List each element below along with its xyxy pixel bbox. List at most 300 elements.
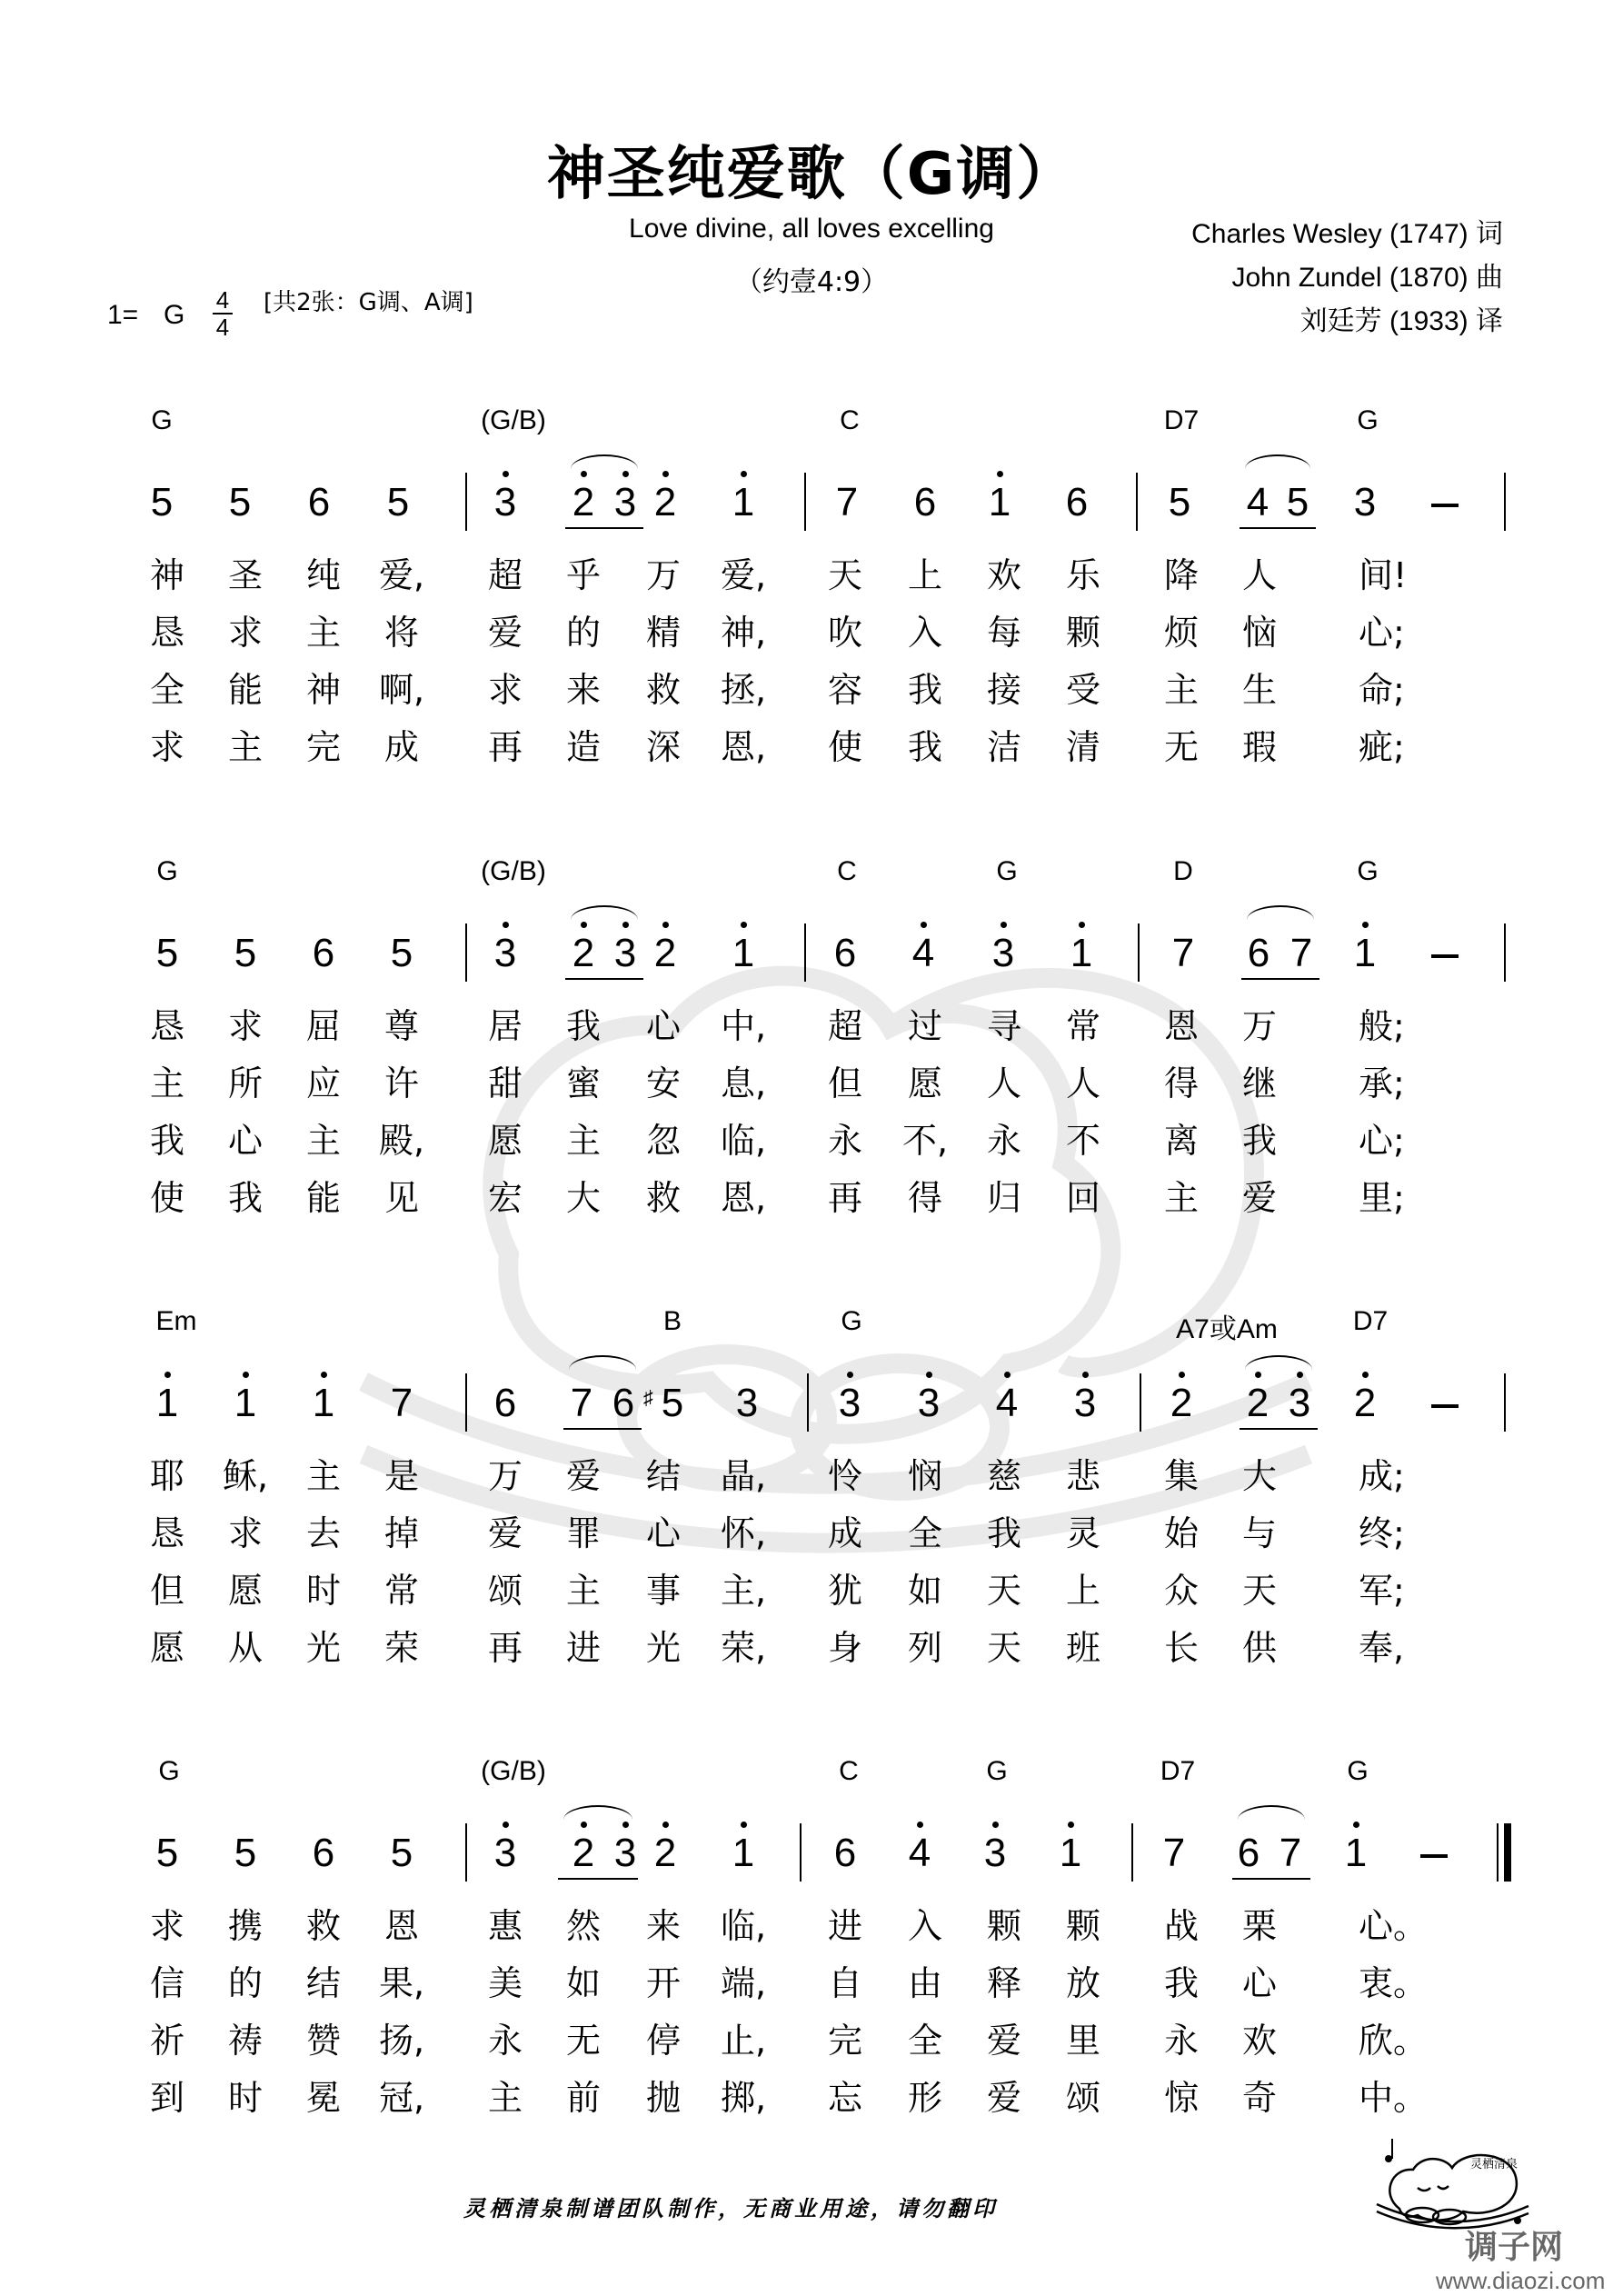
chord-symbol: B bbox=[662, 1306, 682, 1336]
chord-symbol: D bbox=[1173, 856, 1193, 886]
lyric-char: 到 bbox=[149, 2078, 184, 2118]
lyric-char: 人 bbox=[986, 1063, 1021, 1103]
jianpu-note bbox=[1347, 1381, 1383, 1426]
footer-note: 灵栖清泉制谱团队制作，无商业用途，请勿翻印 bbox=[463, 2195, 998, 2221]
note-digit: 4 bbox=[911, 931, 935, 975]
jianpu-note bbox=[725, 480, 762, 525]
lyric-char: 恼 bbox=[1241, 613, 1277, 653]
slur-icon bbox=[1247, 905, 1314, 920]
site-name: 调子网 bbox=[1465, 2229, 1564, 2266]
high-octave-dot-icon bbox=[662, 471, 669, 477]
lyric-char: 降 bbox=[1163, 555, 1199, 595]
lyric-char: 成; bbox=[1359, 1456, 1405, 1496]
chord-symbol: A7或Am bbox=[1176, 1314, 1278, 1344]
high-octave-dot-icon bbox=[1004, 1372, 1011, 1378]
note-digit: 1 bbox=[312, 1381, 335, 1425]
lyric-char: 进 bbox=[827, 1906, 862, 1946]
jianpu-note bbox=[305, 931, 342, 976]
lyric-char: 惠 bbox=[487, 1906, 523, 1946]
lyric-char: 上 bbox=[1065, 1571, 1100, 1611]
note-digit: 3 bbox=[838, 1381, 861, 1425]
lyric-char: 回 bbox=[1065, 1178, 1100, 1218]
sustain-dash bbox=[1431, 504, 1459, 507]
note-digit: 2 bbox=[1353, 1381, 1377, 1425]
note-digit: 7 bbox=[1279, 1831, 1302, 1875]
lyric-char: 端, bbox=[721, 1963, 767, 2003]
lyric-char: 忽 bbox=[645, 1121, 681, 1161]
note-digit: 6 bbox=[1065, 480, 1089, 524]
lyric-char: 疵; bbox=[1359, 727, 1405, 767]
lyric-char: 清 bbox=[1065, 727, 1100, 767]
lyric-char: 恳 bbox=[149, 613, 184, 653]
chord-symbol: G bbox=[1357, 856, 1379, 886]
note-digit: 1 bbox=[1353, 931, 1377, 975]
end-barline bbox=[1504, 1373, 1506, 1432]
lyric-char: 蜜 bbox=[565, 1063, 601, 1103]
note-digit: 5 bbox=[155, 1831, 179, 1875]
lyric-char: 我 bbox=[565, 1006, 601, 1046]
lyric-char: 欢 bbox=[986, 555, 1021, 595]
high-octave-dot-icon bbox=[926, 1372, 932, 1378]
lyric-char: 罪 bbox=[565, 1513, 601, 1553]
slur-icon bbox=[569, 1355, 636, 1370]
lyric-char: 人 bbox=[1065, 1063, 1100, 1103]
lyric-char: 是 bbox=[383, 1456, 419, 1496]
site-url: www.diaozi.com bbox=[1436, 2267, 1606, 2294]
note-digit: 2 bbox=[653, 480, 677, 524]
note-digit: 4 bbox=[1246, 480, 1270, 524]
note-digit: 5 bbox=[1286, 480, 1309, 524]
note-digit: 7 bbox=[570, 1381, 593, 1425]
lyric-char: 精 bbox=[645, 613, 681, 653]
lyric-char: 荣 bbox=[383, 1628, 419, 1668]
note-digit: 5 bbox=[390, 1831, 413, 1875]
lyric-char: 里; bbox=[1359, 1178, 1405, 1218]
high-octave-dot-icon bbox=[622, 922, 629, 928]
lyric-char: 的 bbox=[227, 1963, 263, 2003]
note-digit: 7 bbox=[1289, 931, 1313, 975]
eighth-note-beam bbox=[563, 1428, 642, 1430]
high-octave-dot-icon bbox=[921, 922, 927, 928]
lyric-char: 永 bbox=[487, 2021, 523, 2061]
note-digit: 6 bbox=[307, 480, 331, 524]
lyric-char: 主 bbox=[1163, 1178, 1199, 1218]
jianpu-note bbox=[1283, 931, 1319, 976]
lyric-char: 乐 bbox=[1065, 555, 1100, 595]
barline bbox=[804, 923, 806, 982]
jianpu-note bbox=[647, 931, 683, 976]
jianpu-note bbox=[1163, 1381, 1200, 1426]
lyric-char: 圣 bbox=[227, 555, 263, 595]
lyric-char: 衷。 bbox=[1359, 1963, 1429, 2003]
lingqi-qingquan-logo-icon bbox=[1372, 2131, 1531, 2231]
lyric-char: 万 bbox=[645, 555, 681, 595]
note-digit: 6 bbox=[833, 1831, 857, 1875]
note-digit: 5 bbox=[228, 480, 252, 524]
lyric-char: 主 bbox=[149, 1063, 184, 1103]
lyric-char: 掉 bbox=[383, 1513, 419, 1553]
lyric-char: 集 bbox=[1163, 1456, 1199, 1496]
end-barline bbox=[1497, 1823, 1499, 1882]
note-digit: 1 bbox=[1070, 931, 1093, 975]
jianpu-note bbox=[647, 1831, 683, 1876]
lyric-char: 爱 bbox=[487, 613, 523, 653]
jianpu-note bbox=[989, 1381, 1025, 1426]
lyric-char: 般; bbox=[1359, 1006, 1405, 1046]
lyric-char: 主 bbox=[305, 1456, 341, 1496]
lyric-char: 冠, bbox=[379, 2078, 425, 2118]
lyric-char: 许 bbox=[383, 1063, 419, 1103]
note-digit: 6 bbox=[913, 480, 937, 524]
chord-symbol: G bbox=[841, 1306, 862, 1336]
eighth-note-beam bbox=[558, 1878, 638, 1880]
lyric-char: 求 bbox=[227, 613, 263, 653]
lyricist-credit: Charles Wesley (1747) 词 bbox=[1191, 219, 1503, 249]
lyric-char: 停 bbox=[645, 2021, 681, 2061]
lyric-char: 无 bbox=[1163, 727, 1199, 767]
jianpu-note bbox=[301, 480, 337, 525]
lyric-char: 众 bbox=[1163, 1571, 1199, 1611]
lyric-char: 洁 bbox=[986, 727, 1021, 767]
jianpu-note bbox=[647, 480, 683, 525]
lyric-char: 超 bbox=[487, 555, 523, 595]
lyric-char: 抛 bbox=[645, 2078, 681, 2118]
chord-symbol: (G/B) bbox=[481, 856, 546, 886]
jianpu-note bbox=[725, 931, 762, 976]
chord-symbol: C bbox=[837, 856, 857, 886]
lyric-char: 长 bbox=[1163, 1628, 1199, 1668]
note-digit: 1 bbox=[732, 931, 755, 975]
jianpu-note bbox=[1347, 931, 1383, 976]
lyric-char: 容 bbox=[827, 670, 862, 710]
jianpu-note bbox=[1067, 1381, 1103, 1426]
lyric-char: 神 bbox=[149, 555, 184, 595]
note-digit: 5 bbox=[1168, 480, 1191, 524]
lyric-char: 所 bbox=[227, 1063, 263, 1103]
lyric-char: 烦 bbox=[1163, 613, 1199, 653]
note-digit: 1 bbox=[234, 1381, 257, 1425]
lyric-char: 我 bbox=[1241, 1121, 1277, 1161]
jianpu-note bbox=[305, 1381, 342, 1426]
lyric-char: 吹 bbox=[827, 613, 862, 653]
lyric-char: 见 bbox=[383, 1178, 419, 1218]
lyric-char: 安 bbox=[645, 1063, 681, 1103]
jianpu-note bbox=[827, 1831, 863, 1876]
lyric-char: 去 bbox=[305, 1513, 341, 1553]
note-digit: 7 bbox=[1171, 931, 1195, 975]
lyric-char: 主 bbox=[487, 2078, 523, 2118]
high-octave-dot-icon bbox=[1255, 1372, 1261, 1378]
chord-symbol: G bbox=[158, 1756, 180, 1786]
jianpu-note bbox=[1240, 1381, 1276, 1426]
end-barline bbox=[1504, 923, 1506, 982]
jianpu-note bbox=[1347, 480, 1383, 525]
lyric-char: 成 bbox=[383, 727, 419, 767]
jianpu-note bbox=[607, 480, 643, 525]
jianpu-note bbox=[565, 931, 602, 976]
note-digit: 3 bbox=[493, 480, 517, 524]
lyric-char: 如 bbox=[565, 1963, 601, 2003]
jianpu-note bbox=[1240, 480, 1276, 525]
high-octave-dot-icon bbox=[992, 1822, 999, 1828]
lyric-char: 屈 bbox=[305, 1006, 341, 1046]
lyric-char: 不 bbox=[1065, 1121, 1100, 1161]
lyric-char: 使 bbox=[827, 727, 862, 767]
lyric-char: 乎 bbox=[565, 555, 601, 595]
note-digit: 2 bbox=[653, 1831, 677, 1875]
note-digit: 3 bbox=[613, 931, 637, 975]
lyric-char: 稣, bbox=[223, 1456, 269, 1496]
barline bbox=[807, 1373, 809, 1432]
lyric-char: 每 bbox=[986, 613, 1021, 653]
key-label: 1= bbox=[107, 300, 139, 330]
note-digit: 2 bbox=[1170, 1381, 1193, 1425]
lyric-char: 常 bbox=[1065, 1006, 1100, 1046]
barline bbox=[465, 473, 467, 531]
note-digit: 5 bbox=[661, 1381, 684, 1425]
composer-credit: John Zundel (1870) 曲 bbox=[1231, 263, 1503, 293]
jianpu-note bbox=[149, 1381, 185, 1426]
jianpu-note bbox=[1165, 931, 1201, 976]
lyric-char: 救 bbox=[645, 670, 681, 710]
lyric-char: 里 bbox=[1065, 2021, 1100, 2061]
note-digit: 5 bbox=[234, 931, 257, 975]
high-octave-dot-icon bbox=[1362, 922, 1369, 928]
final-barline bbox=[1504, 1823, 1511, 1882]
lyric-char: 拯, bbox=[721, 670, 767, 710]
jianpu-note bbox=[227, 1831, 264, 1876]
barline bbox=[1131, 1823, 1133, 1882]
high-octave-dot-icon bbox=[741, 471, 747, 477]
lyric-char: 事 bbox=[645, 1571, 681, 1611]
lyric-char: 然 bbox=[565, 1906, 601, 1946]
jianpu-note bbox=[222, 480, 258, 525]
eighth-note-beam bbox=[1241, 978, 1319, 980]
high-octave-dot-icon bbox=[662, 1822, 669, 1828]
lyric-char: 愿 bbox=[487, 1121, 523, 1161]
note-digit: 3 bbox=[613, 480, 637, 524]
lyric-char: 爱, bbox=[721, 555, 767, 595]
lyric-char: 再 bbox=[487, 727, 523, 767]
jianpu-note bbox=[643, 1381, 691, 1426]
note-digit: 3 bbox=[917, 1381, 941, 1425]
key-value: G bbox=[164, 300, 185, 330]
lyric-char: 奉, bbox=[1359, 1628, 1405, 1668]
time-signature-top: 4 bbox=[215, 286, 230, 314]
lyric-char: 掷, bbox=[721, 2078, 767, 2118]
note-digit: 6 bbox=[833, 931, 857, 975]
jianpu-note bbox=[380, 480, 416, 525]
note-digit: 7 bbox=[1162, 1831, 1186, 1875]
scripture-reference: （约壹4:9） bbox=[734, 266, 889, 298]
lyric-char: 大 bbox=[1241, 1456, 1277, 1496]
note-digit: 4 bbox=[908, 1831, 931, 1875]
lyric-char: 爱 bbox=[487, 1513, 523, 1553]
lyric-char: 求 bbox=[227, 1513, 263, 1553]
lyric-char: 继 bbox=[1241, 1063, 1277, 1103]
lyric-char: 心; bbox=[1359, 1121, 1405, 1161]
lyric-char: 爱 bbox=[986, 2078, 1021, 2118]
chord-symbol: D7 bbox=[1160, 1756, 1196, 1786]
lyric-char: 大 bbox=[565, 1178, 601, 1218]
lyric-char: 来 bbox=[565, 670, 601, 710]
lyric-char: 结 bbox=[305, 1963, 341, 2003]
note-digit: 1 bbox=[988, 480, 1011, 524]
lyric-char: 忘 bbox=[827, 2078, 862, 2118]
jianpu-note bbox=[227, 931, 264, 976]
lyric-char: 使 bbox=[149, 1178, 184, 1218]
jianpu-note bbox=[227, 1381, 264, 1426]
lyric-char: 天 bbox=[986, 1628, 1021, 1668]
high-octave-dot-icon bbox=[581, 471, 587, 477]
lyric-char: 放 bbox=[1065, 1963, 1100, 2003]
lyric-char: 求 bbox=[149, 1906, 184, 1946]
jianpu-note bbox=[383, 931, 420, 976]
lyric-char: 我 bbox=[907, 670, 942, 710]
lyric-char: 惊 bbox=[1163, 2078, 1199, 2118]
chord-symbol: G bbox=[1357, 405, 1379, 435]
lyric-char: 天 bbox=[827, 555, 862, 595]
lyric-char: 寻 bbox=[986, 1006, 1021, 1046]
lyric-char: 中。 bbox=[1359, 2078, 1429, 2118]
lyric-char: 但 bbox=[149, 1571, 184, 1611]
lyric-char: 形 bbox=[907, 2078, 942, 2118]
barline bbox=[1140, 1373, 1141, 1432]
lyric-char: 愿 bbox=[227, 1571, 263, 1611]
lyric-char: 始 bbox=[1163, 1513, 1199, 1553]
note-digit: 3 bbox=[991, 931, 1015, 975]
high-octave-dot-icon bbox=[1297, 1372, 1303, 1378]
lyric-char: 恩, bbox=[721, 727, 767, 767]
jianpu-note bbox=[911, 1381, 947, 1426]
lyric-char: 将 bbox=[383, 613, 419, 653]
high-octave-dot-icon bbox=[243, 1372, 249, 1378]
jianpu-note bbox=[487, 1831, 523, 1876]
eighth-note-beam bbox=[1240, 527, 1316, 529]
lyric-char: 慈 bbox=[986, 1456, 1021, 1496]
lyric-char: 再 bbox=[827, 1178, 862, 1218]
lyric-char: 释 bbox=[986, 1963, 1021, 2003]
chord-symbol: G bbox=[986, 1756, 1008, 1786]
lyric-char: 天 bbox=[1241, 1571, 1277, 1611]
jianpu-note bbox=[565, 480, 602, 525]
note-digit: 3 bbox=[735, 1381, 759, 1425]
lyric-char: 终; bbox=[1359, 1513, 1405, 1553]
note-digit: 3 bbox=[613, 1831, 637, 1875]
chord-symbol: C bbox=[840, 405, 860, 435]
lyric-char: 颗 bbox=[1065, 1906, 1100, 1946]
note-digit: 6 bbox=[493, 1381, 517, 1425]
note-digit: 7 bbox=[390, 1381, 413, 1425]
chord-symbol: G bbox=[156, 856, 178, 886]
lyric-char: 生 bbox=[1241, 670, 1277, 710]
note-digit: 5 bbox=[155, 931, 179, 975]
lyric-char: 我 bbox=[227, 1178, 263, 1218]
lyric-char: 救 bbox=[645, 1178, 681, 1218]
high-octave-dot-icon bbox=[847, 1372, 853, 1378]
lyric-char: 来 bbox=[645, 1906, 681, 1946]
lyric-char: 再 bbox=[487, 1628, 523, 1668]
lyric-char: 永 bbox=[1163, 2021, 1199, 2061]
lyric-char: 但 bbox=[827, 1063, 862, 1103]
lyric-char: 深 bbox=[645, 727, 681, 767]
jianpu-note bbox=[565, 1831, 602, 1876]
lyric-char: 离 bbox=[1163, 1121, 1199, 1161]
lyric-char: 时 bbox=[305, 1571, 341, 1611]
note-digit: 3 bbox=[1353, 480, 1377, 524]
lyric-char: 开 bbox=[645, 1963, 681, 2003]
end-barline bbox=[1504, 473, 1506, 531]
lyric-char: 过 bbox=[907, 1006, 942, 1046]
time-signature bbox=[211, 287, 234, 340]
lyric-char: 信 bbox=[149, 1963, 184, 2003]
lyric-char: 无 bbox=[565, 2021, 601, 2061]
jianpu-note bbox=[977, 1831, 1013, 1876]
lyric-char: 主 bbox=[305, 613, 341, 653]
lyric-char: 上 bbox=[907, 555, 942, 595]
lyric-char: 悯 bbox=[907, 1456, 942, 1496]
lyric-char: 心 bbox=[645, 1006, 681, 1046]
lyric-char: 万 bbox=[1241, 1006, 1277, 1046]
note-digit: 4 bbox=[995, 1381, 1019, 1425]
lyric-char: 接 bbox=[986, 670, 1021, 710]
high-octave-dot-icon bbox=[662, 922, 669, 928]
note-digit: 3 bbox=[493, 931, 517, 975]
barline bbox=[465, 923, 467, 982]
lyric-char: 军; bbox=[1359, 1571, 1405, 1611]
note-digit: 1 bbox=[1344, 1831, 1368, 1875]
jianpu-note bbox=[605, 1381, 642, 1426]
lyric-char: 纯 bbox=[305, 555, 341, 595]
high-octave-dot-icon bbox=[1001, 922, 1007, 928]
chord-symbol: (G/B) bbox=[481, 1756, 546, 1786]
lyric-char: 入 bbox=[907, 1906, 942, 1946]
lyric-char: 全 bbox=[149, 670, 184, 710]
barline bbox=[1136, 473, 1138, 531]
lyric-char: 承; bbox=[1359, 1063, 1405, 1103]
note-digit: 6 bbox=[312, 1831, 335, 1875]
slur-icon bbox=[1245, 454, 1310, 469]
note-digit: 6 bbox=[612, 1381, 635, 1425]
lyric-char: 赞 bbox=[305, 2021, 341, 2061]
lyric-char: 求 bbox=[227, 1006, 263, 1046]
chord-symbol: C bbox=[839, 1756, 859, 1786]
lyric-char: 不, bbox=[902, 1121, 949, 1161]
lyric-char: 殿, bbox=[379, 1121, 425, 1161]
lyric-char: 心。 bbox=[1359, 1906, 1429, 1946]
note-digit: 3 bbox=[493, 1831, 517, 1875]
lyric-char: 入 bbox=[907, 613, 942, 653]
chord-symbol: G bbox=[1347, 1756, 1369, 1786]
high-octave-dot-icon bbox=[917, 1822, 923, 1828]
high-octave-dot-icon bbox=[164, 1372, 171, 1378]
jianpu-note bbox=[1240, 931, 1277, 976]
lyric-char: 主 bbox=[565, 1571, 601, 1611]
jianpu-note bbox=[1230, 1831, 1267, 1876]
lyric-char: 主 bbox=[227, 727, 263, 767]
chord-symbol: D7 bbox=[1163, 405, 1200, 435]
high-octave-dot-icon bbox=[503, 471, 509, 477]
lyric-char: 果, bbox=[379, 1963, 425, 2003]
high-octave-dot-icon bbox=[1362, 1372, 1369, 1378]
lyric-char: 光 bbox=[305, 1628, 341, 1668]
note-digit: 3 bbox=[1288, 1381, 1311, 1425]
lyric-char: 奇 bbox=[1241, 2078, 1277, 2118]
lyric-char: 列 bbox=[907, 1628, 942, 1668]
lyric-char: 恩 bbox=[1163, 1006, 1199, 1046]
sustain-dash bbox=[1420, 1854, 1448, 1858]
lyric-char: 宏 bbox=[487, 1178, 523, 1218]
